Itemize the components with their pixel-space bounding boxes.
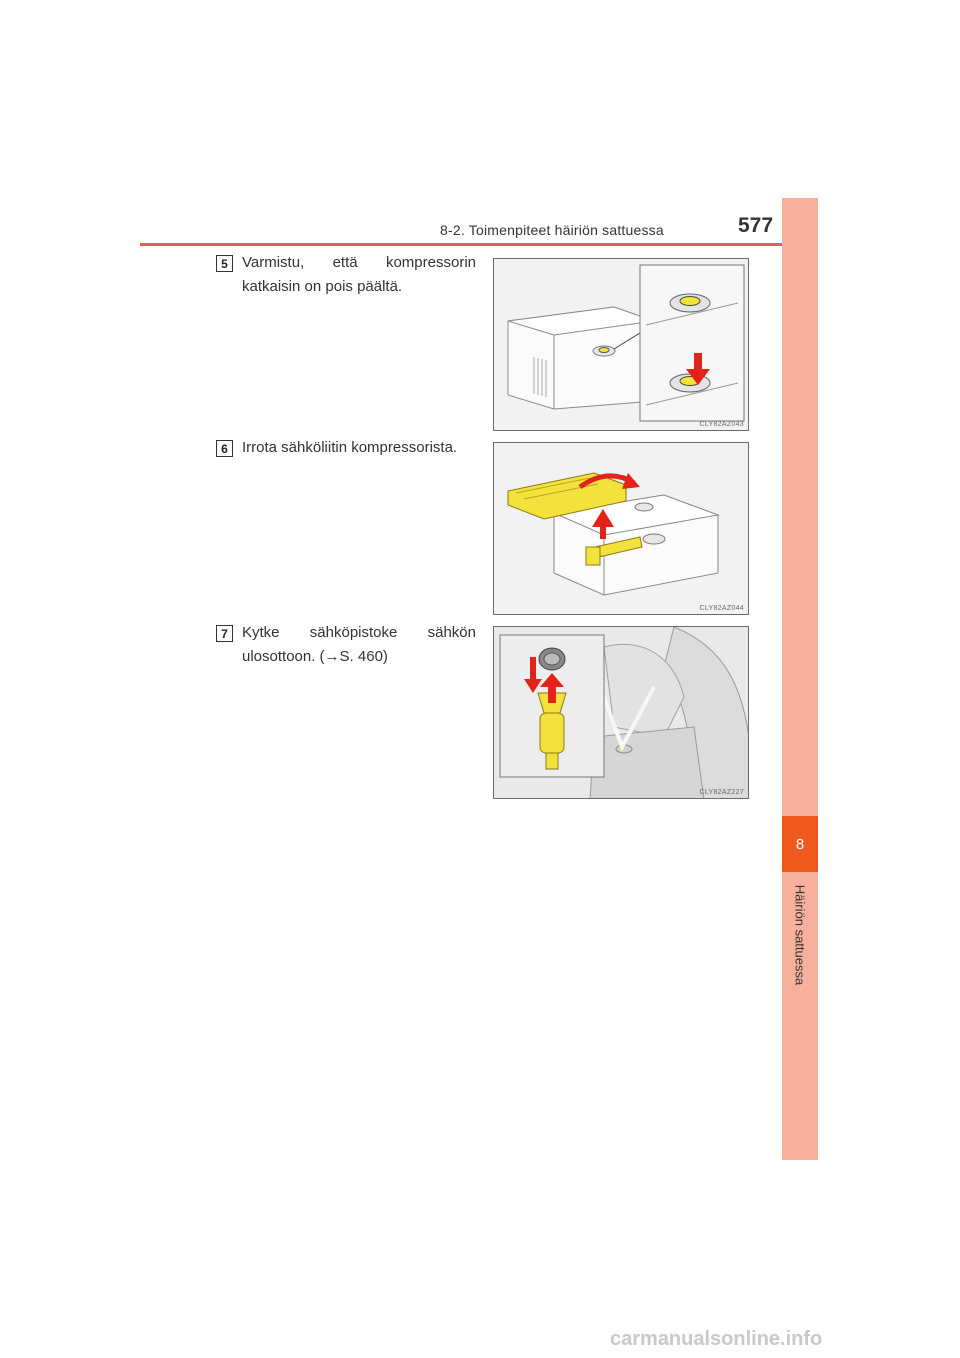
figure-code: CLY82AZ043 [699, 421, 744, 428]
step-number-badge: 5 [216, 255, 233, 272]
chapter-number-badge: 8 [782, 816, 818, 872]
step-text: Kytke sähköpistoke sähkön ulosottoon. (→S. 460) [242, 624, 476, 665]
chapter-label: Häiriön sattuessa [792, 884, 808, 986]
step-text: Irrota sähköliitin kompressorista. [242, 439, 458, 456]
step-number-badge: 6 [216, 440, 233, 457]
figure-code: CLY82AZ227 [699, 789, 744, 796]
figure-compressor-switch [493, 258, 749, 431]
header-rule [140, 243, 818, 246]
watermark: carmanualsonline.info [610, 1328, 823, 1350]
chapter-side-tab [782, 198, 818, 1160]
step-number-badge: 7 [216, 625, 233, 642]
figure-code: CLY82AZ044 [699, 605, 744, 612]
figure-power-outlet [493, 626, 749, 799]
figure-compressor-connector [493, 442, 749, 615]
section-title: 8-2. Toimenpiteet häiriön sattuessa [440, 222, 664, 238]
step-text: Varmistu, että kompressorin katkaisin on pois päältä. [242, 254, 476, 295]
page-number: 577 [738, 214, 774, 237]
